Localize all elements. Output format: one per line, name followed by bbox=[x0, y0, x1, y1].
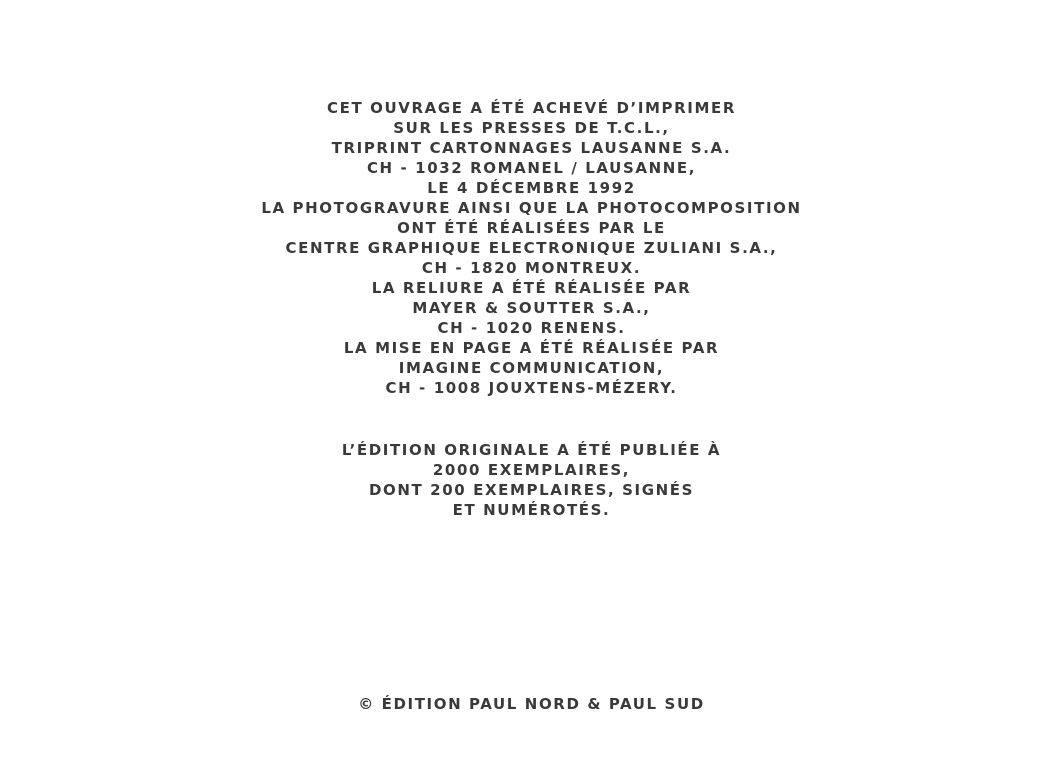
colophon-line: CH - 1020 RENENS. bbox=[437, 319, 626, 337]
colophon-line: LE 4 DÉCEMBRE 1992 bbox=[427, 179, 636, 197]
colophon-line: CH - 1008 JOUXTENS-MÉZERY. bbox=[385, 379, 678, 397]
colophon-line: MAYER & SOUTTER S.A., bbox=[412, 299, 651, 317]
colophon-line: CET OUVRAGE A ÉTÉ ACHEVÉ D’IMPRIMER bbox=[327, 99, 736, 117]
edition-line: L’ÉDITION ORIGINALE A ÉTÉ PUBLIÉE À bbox=[341, 441, 722, 459]
colophon-line: LA RELIURE A ÉTÉ RÉALISÉE PAR bbox=[371, 279, 692, 297]
colophon-line: IMAGINE COMMUNICATION, bbox=[398, 359, 665, 377]
colophon-line: CH - 1032 ROMANEL / LAUSANNE, bbox=[366, 159, 697, 177]
colophon-line: CENTRE GRAPHIQUE ELECTRONIQUE ZULIANI S.A., bbox=[285, 239, 778, 257]
copyright-notice: © ÉDITION PAUL NORD & PAUL SUD bbox=[358, 695, 705, 713]
edition-line: 2000 EXEMPLAIRES, bbox=[432, 461, 631, 479]
edition-block bbox=[0, 440, 1063, 520]
edition-line: ET NUMÉROTÉS. bbox=[452, 501, 611, 519]
colophon-line: LA PHOTOGRAVURE AINSI QUE LA PHOTOCOMPOSITION bbox=[261, 199, 802, 217]
colophon-line: LA MISE EN PAGE A ÉTÉ RÉALISÉE PAR bbox=[343, 339, 720, 357]
colophon-line: SUR LES PRESSES DE T.C.L., bbox=[393, 119, 670, 137]
colophon-line: CH - 1820 MONTREUX. bbox=[421, 259, 642, 277]
colophon-line: TRIPRINT CARTONNAGES LAUSANNE S.A. bbox=[331, 139, 732, 157]
colophon-line: ONT ÉTÉ RÉALISÉES PAR LE bbox=[397, 219, 666, 237]
edition-line: DONT 200 EXEMPLAIRES, SIGNÉS bbox=[368, 481, 695, 499]
colophon-block bbox=[0, 98, 1063, 398]
